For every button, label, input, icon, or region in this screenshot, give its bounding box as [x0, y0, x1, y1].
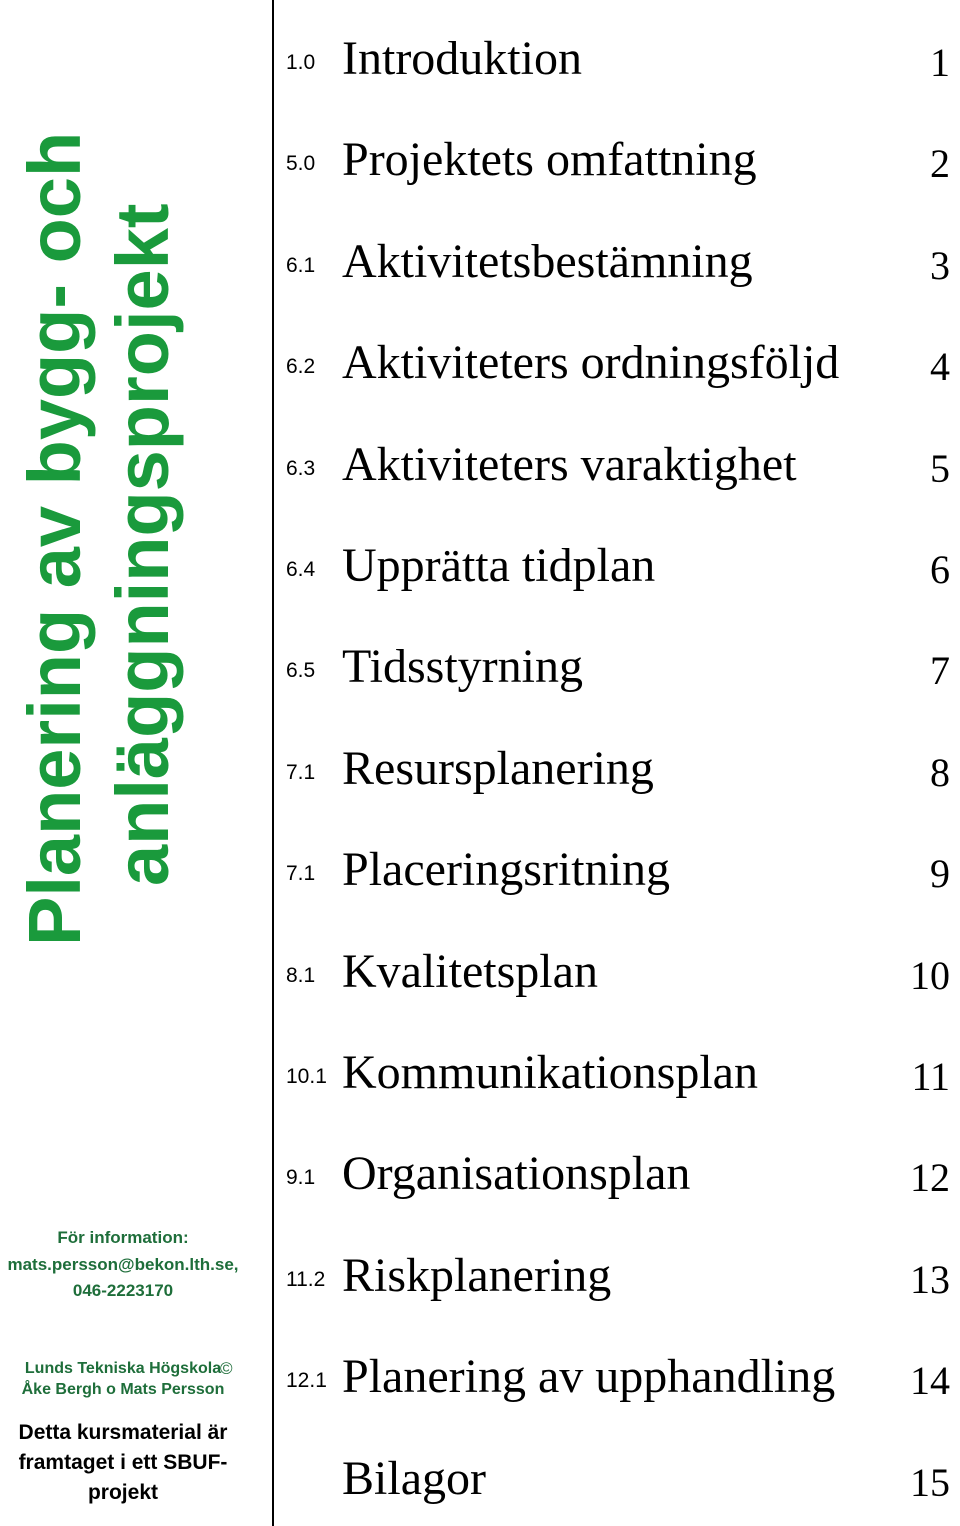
- info-phone: 046-2223170: [72, 1281, 174, 1300]
- toc-section-number: 7.1: [286, 760, 316, 784]
- toc-section-number: 12.1: [286, 1369, 327, 1393]
- toc-title: Riskplanering: [342, 1248, 612, 1302]
- info-label: För information:: [57, 1228, 189, 1247]
- toc-title: Placeringsritning: [342, 843, 670, 897]
- vertical-title-line-1: Planering av bygg- och: [13, 131, 96, 946]
- toc-title: Bilagor: [342, 1451, 486, 1505]
- toc-page-number: 9: [930, 851, 950, 897]
- toc-section-number: 8.1: [286, 963, 316, 987]
- toc-title: Upprätta tidplan: [342, 539, 656, 592]
- toc-title: Aktiviteters ordningsföljd: [342, 336, 840, 390]
- sbuf-note: Detta kursmaterial är framtaget i ett SBUF-projekt: [18, 1421, 228, 1504]
- toc-title: Resursplanering: [342, 741, 654, 795]
- toc-page-number: 4: [930, 344, 950, 390]
- toc-section-number: 7.1: [286, 862, 316, 886]
- toc-entry[interactable]: [274, 406, 960, 507]
- toc-title: Kommunikationsplan: [342, 1046, 758, 1099]
- toc-page-number: 12: [910, 1155, 950, 1201]
- toc-section-number: 6.3: [286, 456, 316, 480]
- toc-title: Tidsstyrning: [342, 640, 583, 694]
- toc-page-number: 14: [910, 1358, 950, 1404]
- toc-section-number: 1.0: [286, 51, 316, 74]
- toc-title: Organisationsplan: [342, 1147, 691, 1201]
- toc-section-number: 5.0: [286, 152, 316, 176]
- copyright-symbol: ©: [220, 1359, 233, 1378]
- toc-section-number: 10.1: [286, 1065, 327, 1088]
- toc-page-number: 7: [930, 648, 950, 694]
- toc-title: Aktivitetsbestämning: [342, 234, 753, 288]
- toc-entry[interactable]: [274, 1420, 960, 1521]
- toc-section-number: 6.2: [286, 355, 316, 379]
- toc-section-number: 9.1: [286, 1166, 316, 1190]
- toc-page-number: 1: [930, 40, 950, 85]
- toc-page-number: 10: [910, 952, 950, 998]
- toc-entry[interactable]: [274, 1115, 960, 1216]
- toc-title: Planering av upphandling: [342, 1350, 836, 1404]
- toc-entry[interactable]: [274, 0, 960, 101]
- toc-title: Kvalitetsplan: [342, 944, 598, 998]
- toc-entry[interactable]: [274, 811, 960, 912]
- institution: Lunds Tekniska Högskola: [24, 1360, 222, 1377]
- toc-entry[interactable]: [274, 101, 960, 202]
- toc-page-number: 8: [930, 749, 950, 795]
- sidebar: [0, 0, 272, 1526]
- toc-entry[interactable]: [274, 710, 960, 811]
- toc-entry[interactable]: [274, 913, 960, 1014]
- toc-page-number: 3: [930, 242, 950, 288]
- toc-section-number: 6.5: [286, 659, 316, 683]
- toc-section-number: 11.2: [286, 1267, 326, 1291]
- vertical-title-line-2: anläggningsprojekt: [101, 203, 184, 886]
- toc-page-number: 13: [910, 1256, 950, 1302]
- toc-title: Aktiviteters varaktighet: [342, 437, 797, 491]
- toc-page-number: 2: [930, 141, 950, 187]
- table-of-contents: [274, 0, 960, 1526]
- toc-title: Projektets omfattning: [342, 133, 757, 187]
- toc-entry[interactable]: [274, 1014, 960, 1115]
- toc-entry[interactable]: [274, 304, 960, 405]
- toc-entry[interactable]: [274, 203, 960, 304]
- toc-section-number: 6.4: [286, 558, 316, 581]
- toc-page-number: 5: [930, 445, 950, 491]
- toc-page-number: 11: [911, 1054, 950, 1099]
- toc-entry[interactable]: [274, 608, 960, 709]
- authors: Åke Bergh o Mats Persson: [21, 1381, 225, 1398]
- info-email: mats.persson@bekon.lth.se,: [7, 1255, 239, 1274]
- toc-page-number: 15: [910, 1459, 950, 1505]
- toc-entry[interactable]: [274, 1318, 960, 1419]
- toc-title: Introduktion: [342, 32, 582, 85]
- toc-entry[interactable]: [274, 1217, 960, 1318]
- toc-section-number: 6.1: [286, 253, 316, 277]
- toc-entry[interactable]: [274, 507, 960, 608]
- toc-page-number: 6: [930, 547, 950, 592]
